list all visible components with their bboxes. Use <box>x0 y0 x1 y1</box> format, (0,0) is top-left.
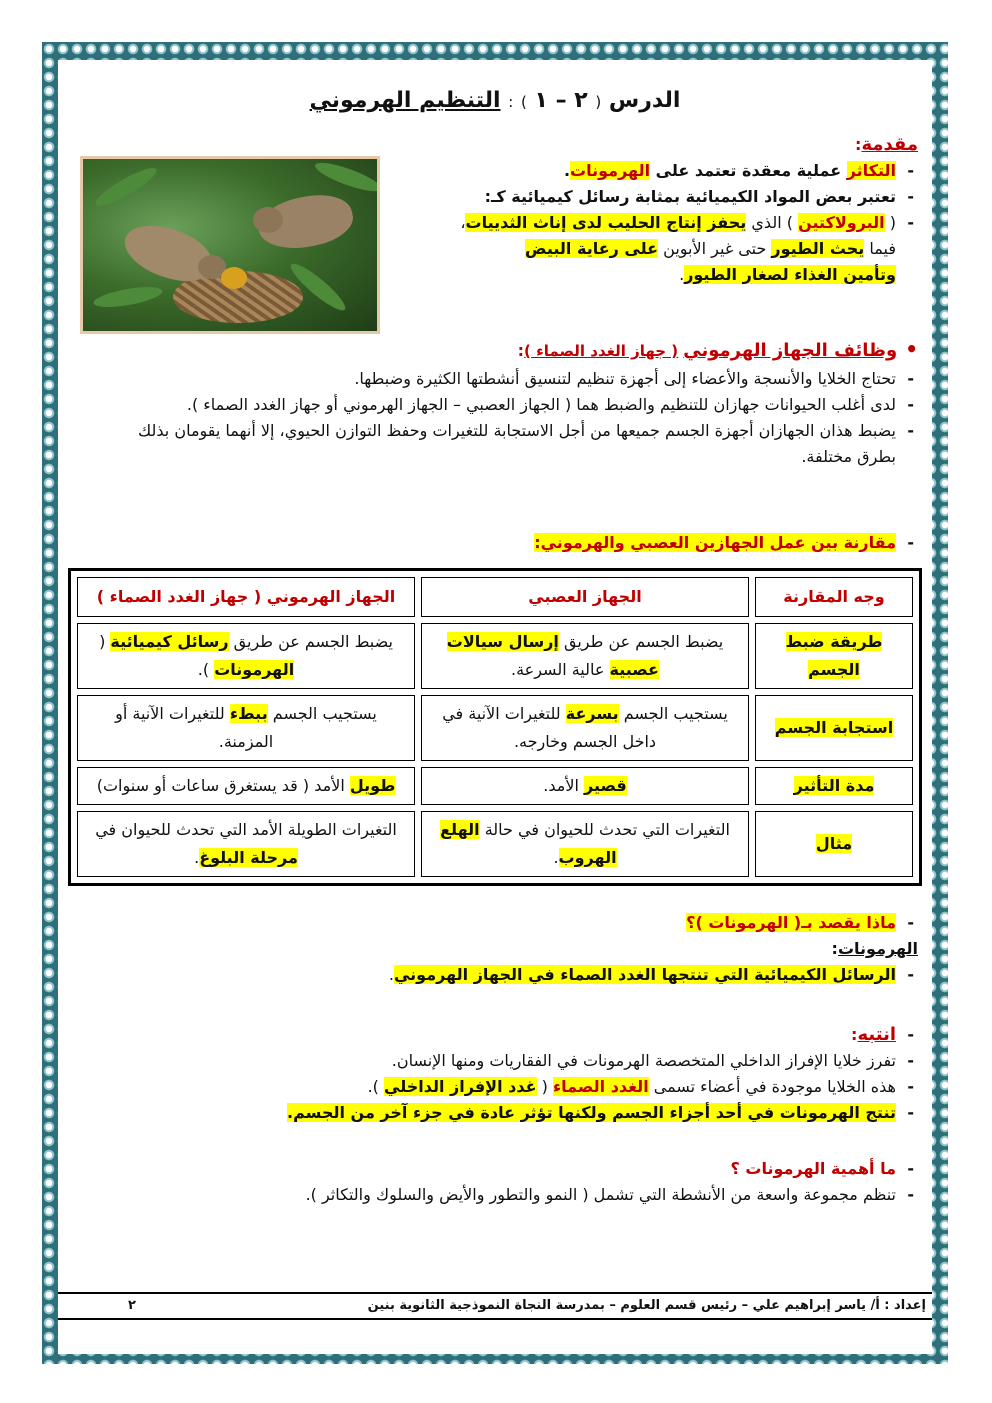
attention-section: - انتبه: - تفرز خلايا الإفراز الداخلي المتخصصة الهرمونات في الفقاريات ومنها الإنسان. - هذه الخلايا موجودة في أعضاء تسمى الغدد الصماء ( غدد الإفراز الداخلي ). - تنتج الهرمونات في أحد أجزاء الجسم ولكنها تؤثر عادة في جزء آخر من الجسم. <box>108 1022 918 1126</box>
list-item: - تفرز خلايا الإفراز الداخلي المتخصصة الهرمونات في الفقاريات ومنها الإنسان. <box>108 1048 918 1074</box>
list-item: - تنظم مجموعة واسعة من الأنشطة التي تشمل ( النمو والتطور والأيض والسلوك والتكاثر ). <box>108 1182 918 1208</box>
table-row: مثال التغيرات التي تحدث للحيوان في حالة الهلع الهروب. التغيرات الطويلة الأمد التي تحدث للحيوان في مرحلة البلوغ. <box>77 811 913 877</box>
hormones-definition: - ماذا يقصد بـ( الهرمونات )؟ الهرمونات: - الرسائل الكيميائية التي تنتجها الغدد الصماء في الجهاز الهرموني. <box>108 910 918 988</box>
intro-section <box>388 158 918 288</box>
birds-nest-photo <box>80 156 380 334</box>
comparison-table <box>68 568 922 886</box>
list-item: - تنتج الهرمونات في أحد أجزاء الجسم ولكنها تؤثر عادة في جزء آخر من الجسم. <box>108 1100 918 1126</box>
list-item: - يضبط هذان الجهازان أجهزة الجسم جميعها من أجل الاستجابة للتغيرات وحفظ التوازن الحيوي، إلا أنهما يقومان بذلك بطرق مختلفة. <box>108 418 918 470</box>
lesson-title: الدرس ( ٢ – ١ ) : التنظيم الهرموني <box>309 88 681 113</box>
page-number: ٢ <box>128 1298 136 1313</box>
list-item: - التكاثر عملية معقدة تعتمد على الهرمونات. <box>388 158 918 184</box>
table-row: طريقة ضبط الجسم يضبط الجسم عن طريق إرسال سيالات عصبية عالية السرعة. يضبط الجسم عن طريق رسائل كيميائية ( الهرمونات ). <box>77 623 913 689</box>
list-item: - هذه الخلايا موجودة في أعضاء تسمى الغدد الصماء ( غدد الإفراز الداخلي ). <box>108 1074 918 1100</box>
page-footer: إعداد : أ/ ياسر إبراهيم علي – رئيس قسم العلوم – بمدرسة النجاة النموذجية الثانوية بنين ٢ <box>58 1292 932 1320</box>
importance-section: - ما أهمية الهرمونات ؟ - تنظم مجموعة واسعة من الأنشطة التي تشمل ( النمو والتطور والأيض والسلوك والتكاثر ). <box>108 1156 918 1208</box>
list-item: - لدى أغلب الحيوانات جهازان للتنظيم والضبط هما ( الجهاز العصبي – الجهاز الهرموني أو جهاز الغدد الصماء ). <box>108 392 918 418</box>
table-row: استجابة الجسم يستجيب الجسم بسرعة للتغيرات الآنية في داخل الجسم وخارجه. يستجيب الجسم ببطء للتغيرات الآنية أو المزمنة. <box>77 695 913 761</box>
list-item: - تعتبر بعض المواد الكيميائية بمثابة رسائل كيميائية كـ: <box>388 184 918 210</box>
table-header-row: وجه المقارنة الجهاز العصبي الجهاز الهرموني ( جهاز الغدد الصماء ) <box>77 577 913 617</box>
lesson-topic: التنظيم الهرموني <box>309 88 501 113</box>
comparison-heading: - مقارنة بين عمل الجهازين العصبي والهرموني: <box>534 530 918 556</box>
functions-list <box>108 366 918 470</box>
intro-heading: مقدمة: <box>855 134 918 155</box>
document-page <box>58 60 932 1354</box>
table-row: مدة التأثير قصير الأمد. طويل الأمد ( قد يستغرق ساعات أو سنوات) <box>77 767 913 805</box>
functions-heading: •وظائف الجهاز الهرموني ( جهاز الغدد الصماء ): <box>517 337 918 361</box>
list-item: - ( البرولاكتين ) الذي يحفز إنتاج الحليب لدى إناث الثدييات، فيما يحث الطيور حتى غير الأبوين على رعاية البيض وتأمين الغذاء لصغار الطيور. <box>388 210 918 288</box>
list-item: - تحتاج الخلايا والأنسجة والأعضاء إلى أجهزة تنظيم لتنسيق أنشطتها الكثيرة وضبطها. <box>108 366 918 392</box>
